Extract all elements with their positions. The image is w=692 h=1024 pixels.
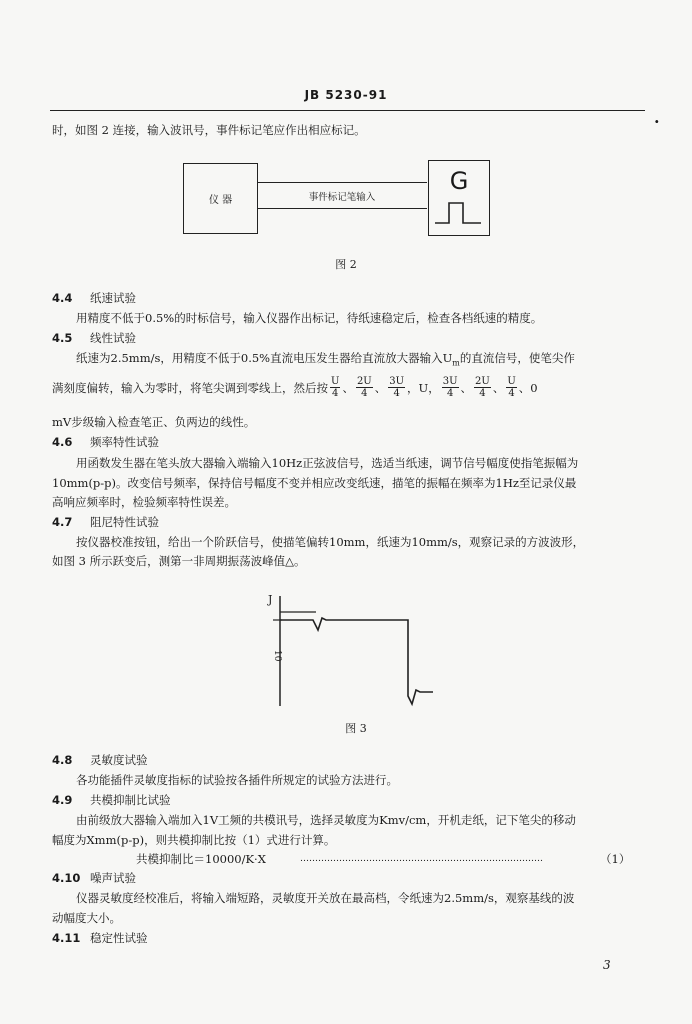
device-label: 仪 器 bbox=[208, 195, 233, 206]
subscript: m bbox=[452, 358, 460, 368]
formula-leader: ……………………………………………………………………… bbox=[300, 854, 543, 864]
step-fraction: $\frac{2U}{4}$ bbox=[356, 376, 372, 399]
signal-line-bottom bbox=[257, 208, 427, 209]
step-sep: 、0 bbox=[518, 380, 538, 395]
section-4-9-heading bbox=[52, 792, 171, 808]
section-4-10-heading bbox=[52, 870, 136, 886]
section-4-11-heading bbox=[52, 930, 148, 946]
figure-3-waveform bbox=[258, 588, 448, 718]
delta-label: J bbox=[268, 593, 273, 606]
signal-line-top bbox=[257, 182, 427, 183]
device-box bbox=[183, 163, 258, 234]
section-4-10-line-1: 仪器灵敏度经校准后，将输入端短路，灵敏度开关放在最高档，令纸速为2.5mm/s，观察基线的波 bbox=[76, 891, 575, 905]
step-fraction: $\frac{U}{4}$ bbox=[331, 376, 340, 399]
step-fraction: $\frac{U}{4}$ bbox=[507, 376, 516, 399]
section-4-9-line-1: 由前级放大器输入端加入1V工频的共模讯号，选择灵敏度为Kmv/cm，开机走纸，记下笔尖的移动 bbox=[76, 813, 576, 827]
section-4-4-heading bbox=[52, 290, 136, 306]
formula-number: （1） bbox=[600, 852, 631, 866]
section-4-6-heading bbox=[52, 434, 159, 450]
section-number: 4.7 bbox=[52, 515, 73, 529]
step-sep: 、 bbox=[460, 380, 473, 395]
generator-label: G bbox=[449, 167, 469, 195]
line-text: 满刻度偏转，输入为零时，将笔尖调到零线上，然后按 bbox=[52, 380, 328, 395]
amplitude-label: 10 bbox=[272, 650, 282, 662]
section-4-5-line-3: mV步级输入检查笔正、负两边的线性。 bbox=[52, 415, 256, 429]
line-text-end: 的直流信号，使笔尖作 bbox=[459, 351, 575, 365]
section-4-5-heading bbox=[52, 330, 136, 346]
step-fraction: $\frac{3U}{4}$ bbox=[442, 376, 458, 399]
section-title: 阻尼特性试验 bbox=[90, 515, 159, 529]
intro-line: 时，如图 2 连接，输入波讯号，事件标记笔应作出相应标记。 bbox=[52, 123, 366, 137]
section-number: 4.10 bbox=[52, 871, 81, 885]
section-number: 4.4 bbox=[52, 291, 73, 305]
pulse-icon bbox=[433, 199, 483, 227]
section-title: 噪声试验 bbox=[90, 871, 136, 885]
section-4-4-text: 用精度不低于0.5%的时标信号，输入仪器作出标记，待纸速稳定后，检查各档纸速的精度。 bbox=[76, 311, 543, 325]
formula: 共模抑制比＝10000/K·X bbox=[136, 852, 266, 866]
step-sep: 、 bbox=[374, 380, 387, 395]
figure-2 bbox=[0, 0, 692, 300]
section-4-7-line-1: 按仪器校准按钮，给出一个阶跃信号，使描笔偏转10mm，纸速为10mm/s，观察记录的方波波形， bbox=[76, 535, 585, 549]
section-number: 4.8 bbox=[52, 753, 73, 767]
section-title: 线性试验 bbox=[90, 331, 136, 345]
figure-2-caption: 图 2 bbox=[335, 258, 357, 271]
section-4-5-line-2 bbox=[52, 376, 538, 399]
section-number: 4.9 bbox=[52, 793, 73, 807]
generator-box bbox=[428, 160, 490, 236]
section-title: 频率特性试验 bbox=[90, 435, 159, 449]
figure-3-caption: 图 3 bbox=[345, 722, 367, 735]
section-4-6-line-1: 用函数发生器在笔头放大器输入端输入10Hz正弦波信号，选适当纸速，调节信号幅度使指笔振幅为 bbox=[76, 456, 579, 470]
section-number: 4.5 bbox=[52, 331, 73, 345]
step-fraction: $\frac{2U}{4}$ bbox=[475, 376, 490, 399]
section-title: 稳定性试验 bbox=[90, 931, 148, 945]
section-4-6-line-3: 高响应频率时，检验频率特性误差。 bbox=[52, 495, 236, 509]
section-title: 共模抑制比试验 bbox=[90, 793, 171, 807]
section-4-7-line-2: 如图 3 所示跃变后，测第一非周期振荡波峰值△。 bbox=[52, 554, 306, 568]
margin-mark: · bbox=[654, 112, 660, 131]
step-sep: 、 bbox=[342, 380, 354, 395]
section-4-9-line-2: 幅度为Xmm(p-p)，则共模抑制比按（1）式进行计算。 bbox=[52, 833, 336, 847]
page-number: 3 bbox=[603, 958, 611, 972]
line-label: 事件标记笔输入 bbox=[308, 192, 376, 203]
section-4-8-text: 各功能插件灵敏度指标的试验按各插件所规定的试验方法进行。 bbox=[76, 773, 398, 787]
section-4-5-line-1 bbox=[76, 350, 575, 371]
section-4-7-heading bbox=[52, 514, 159, 530]
square-wave bbox=[280, 618, 433, 704]
section-number: 4.6 bbox=[52, 435, 73, 449]
section-title: 灵敏度试验 bbox=[90, 753, 148, 767]
section-4-10-line-2: 动幅度大小。 bbox=[52, 911, 121, 925]
step-sep: 、 bbox=[492, 380, 505, 395]
section-4-6-line-2: 10mm(p-p)。改变信号频率，保持信号幅度不变并相应改变纸速，描笔的振幅在频率为1Hz至记录仪最 bbox=[52, 476, 577, 490]
step-sep: ，U， bbox=[407, 380, 440, 395]
line-text: 纸速为2.5mm/s，用精度不低于0.5%直流电压发生器给直流放大器输入U bbox=[76, 351, 453, 365]
step-fraction: $\frac{3U}{4}$ bbox=[389, 376, 405, 399]
section-4-8-heading bbox=[52, 752, 148, 768]
section-number: 4.11 bbox=[52, 931, 81, 945]
section-title: 纸速试验 bbox=[90, 291, 136, 305]
standard-header: JB 5230-91 bbox=[304, 88, 388, 102]
